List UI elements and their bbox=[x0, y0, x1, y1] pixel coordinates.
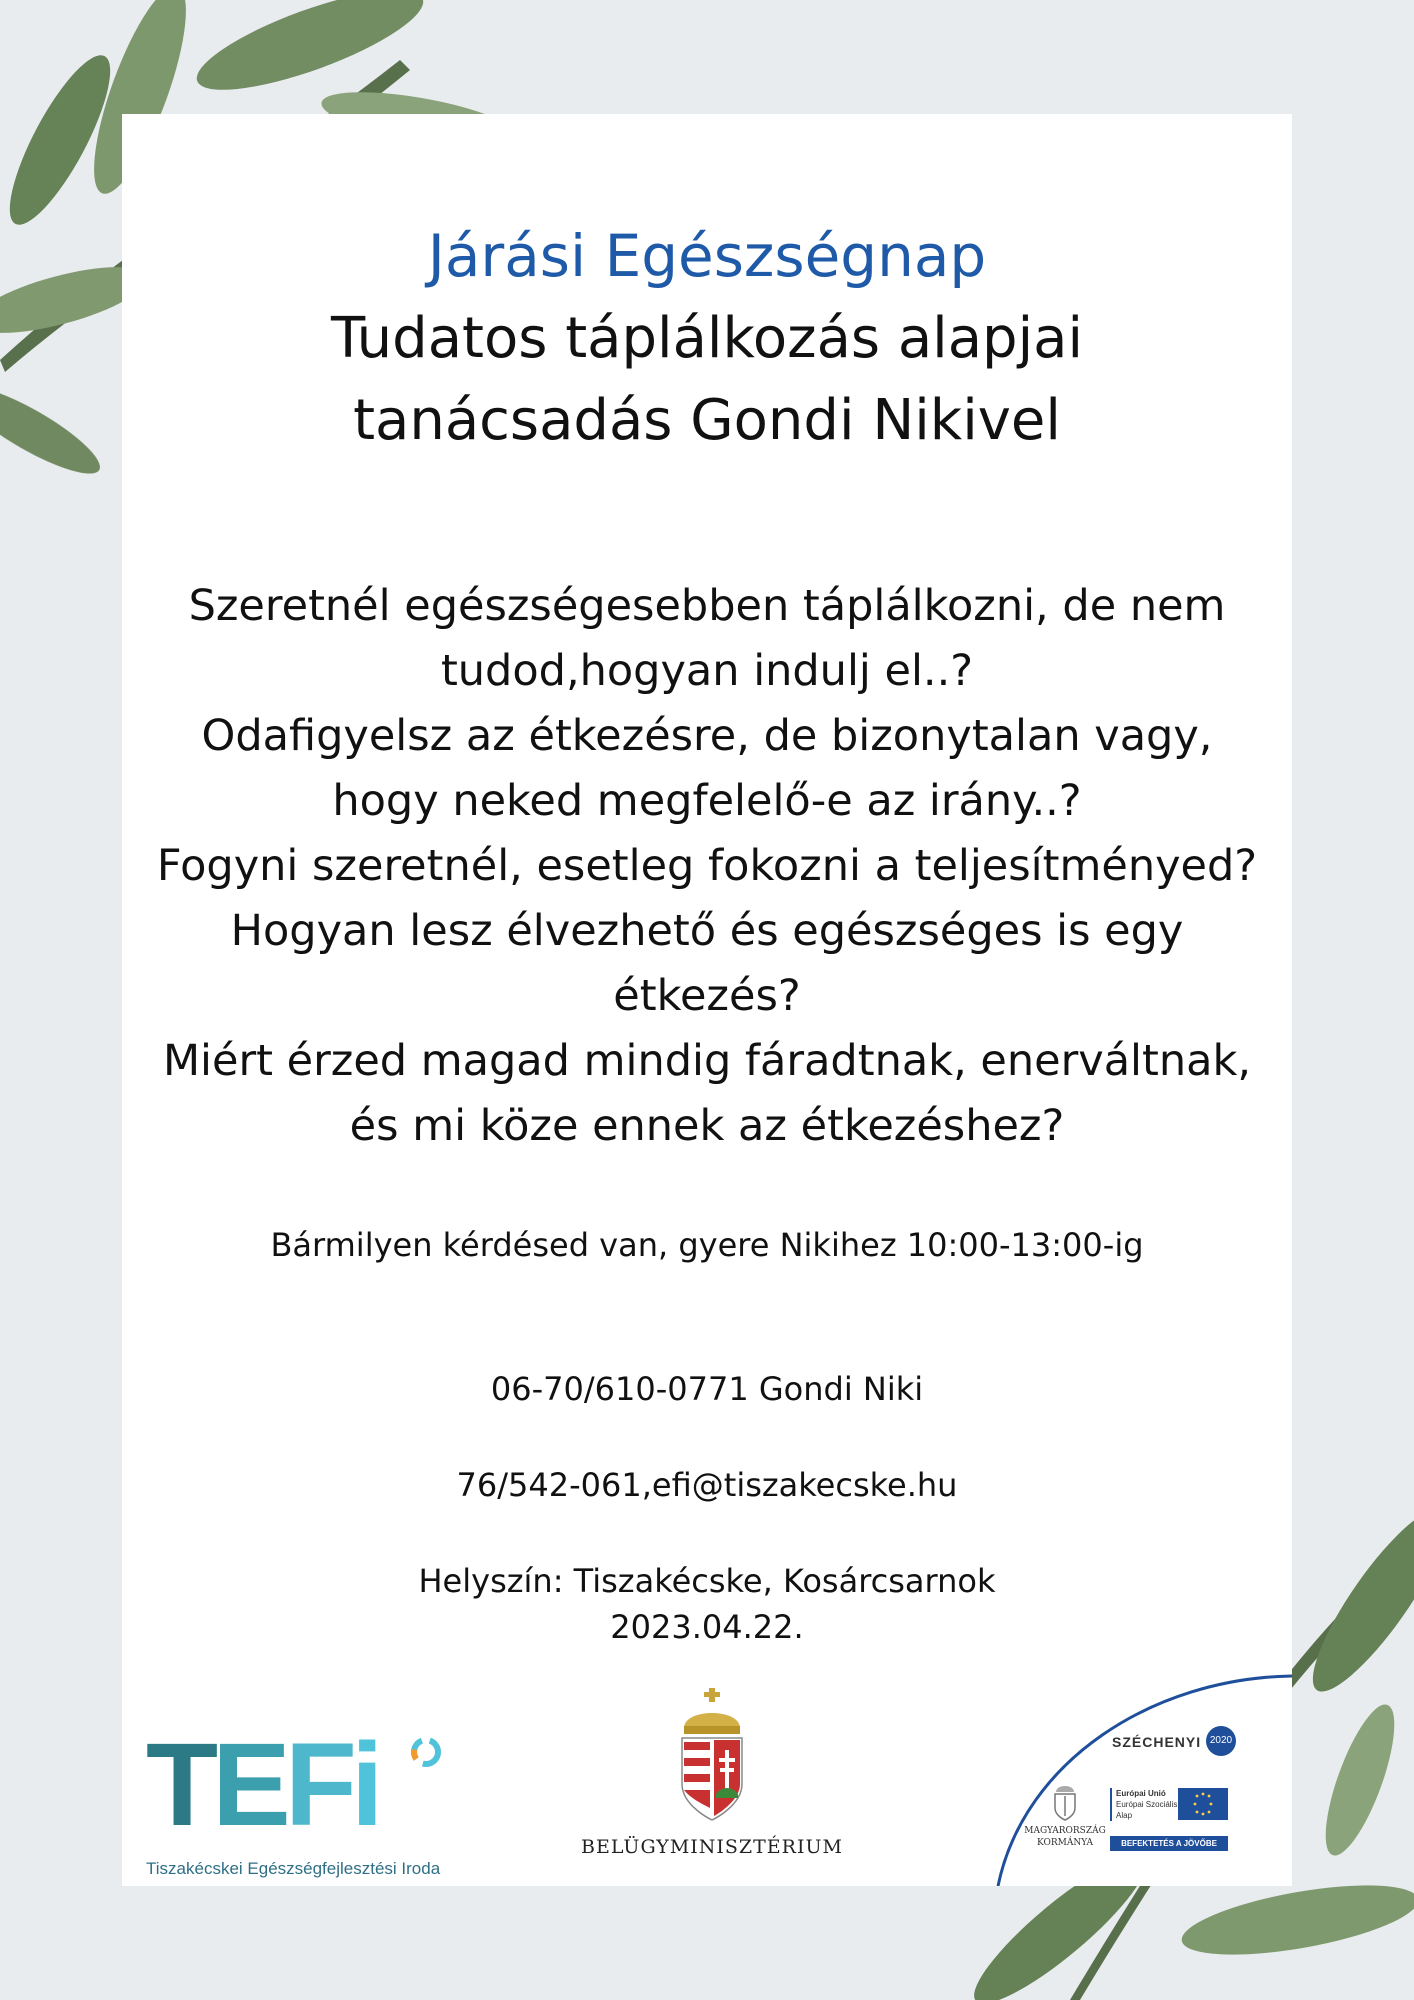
gov-label-2: KORMÁNYA bbox=[1037, 1838, 1093, 1848]
tefi-wordmark: TEFi bbox=[146, 1719, 378, 1851]
event-title: Járási Egészségnap bbox=[427, 222, 987, 290]
question-line: Miért érzed magad mindig fáradtnak, enerváltnak, bbox=[162, 1036, 1252, 1086]
phone-niki: 06-70/610-0771 Gondi Niki bbox=[490, 1370, 924, 1408]
question-line: hogy neked megfelelő-e az irány..? bbox=[332, 776, 1082, 826]
ministry-label: BELÜGYMINISZTÉRIUM bbox=[581, 1836, 843, 1858]
question-list bbox=[122, 574, 1292, 1159]
szechenyi-label: SZÉCHENYI bbox=[1112, 1734, 1202, 1750]
szechenyi-2020-pin-icon: 2020 bbox=[1206, 1726, 1236, 1756]
question-line: Hogyan lesz élvezhető és egészséges is egy bbox=[230, 906, 1184, 956]
eu-flag-icon bbox=[1178, 1788, 1228, 1820]
gov-crest-icon bbox=[1050, 1782, 1080, 1822]
szechenyi-arc bbox=[994, 1670, 1292, 1886]
gov-label-1: MAGYARORSZÁG bbox=[1024, 1826, 1106, 1836]
eu-banner: BEFEKTETÉS A JÖVŐBE bbox=[1110, 1836, 1228, 1851]
invite-text: Bármilyen kérdésed van, gyere Nikihez 10:00-13:00-ig bbox=[270, 1226, 1144, 1264]
tefi-swirl-icon bbox=[410, 1736, 442, 1768]
ministry-logo bbox=[562, 1686, 862, 1866]
question-line: étkezés? bbox=[613, 971, 801, 1021]
question-line: Fogyni szeretnél, esetleg fokozni a teljesítményed? bbox=[156, 841, 1258, 891]
tefi-logo bbox=[146, 1719, 446, 1878]
office-contact: 76/542-061,efi@tiszakecske.hu bbox=[456, 1466, 958, 1504]
question-line: és mi köze ennek az étkezéshez? bbox=[349, 1101, 1065, 1151]
coat-of-arms-icon bbox=[672, 1686, 752, 1826]
location-text: Helyszín: Tiszakécske, Kosárcsarnok bbox=[418, 1562, 996, 1600]
event-date: 2023.04.22. bbox=[610, 1608, 804, 1646]
question-line: Szeretnél egészségesebben táplálkozni, de nem bbox=[188, 581, 1226, 631]
subtitle-line-2: tanácsadás Gondi Nikivel bbox=[353, 388, 1061, 453]
tefi-subtitle: Tiszakécskei Egészségfejlesztési Iroda bbox=[146, 1859, 441, 1878]
poster-card bbox=[122, 114, 1292, 1886]
subtitle-line-1: Tudatos táplálkozás alapjai bbox=[330, 306, 1084, 371]
eu-text-block: Európai Unió Európai Szociális Alap bbox=[1110, 1788, 1177, 1821]
question-line: tudod,hogyan indulj el..? bbox=[440, 646, 974, 696]
question-line: Odafigyelsz az étkezésre, de bizonytalan vagy, bbox=[201, 711, 1213, 761]
szechenyi-logo-block bbox=[994, 1670, 1292, 1886]
